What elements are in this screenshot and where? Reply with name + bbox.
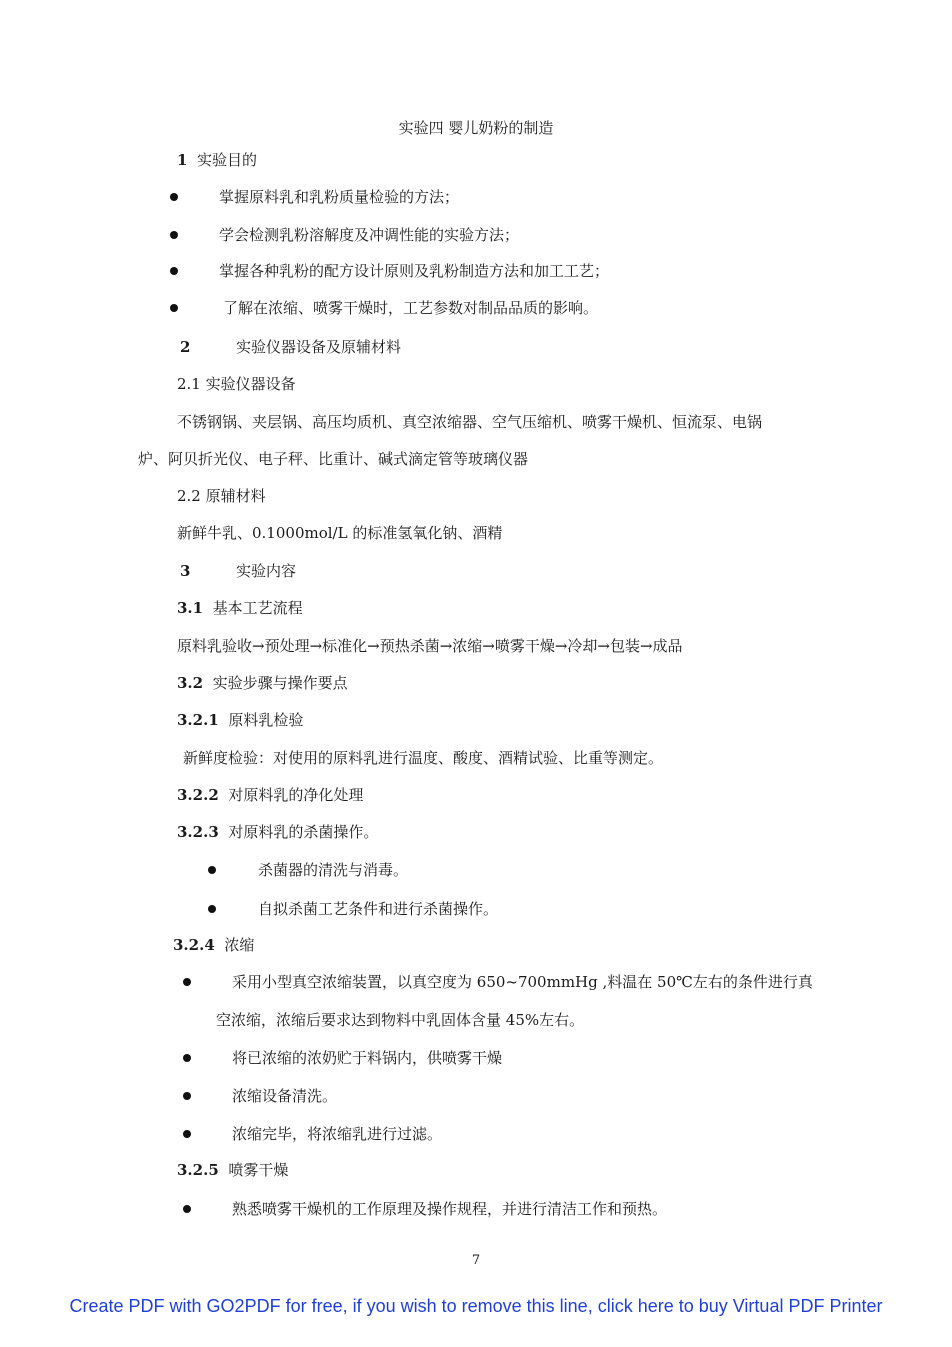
section-number: 3 [180, 562, 191, 580]
bullet-icon [208, 866, 216, 874]
section-title: 原料乳检验 [228, 711, 304, 729]
subsection-3-2-heading [177, 673, 348, 693]
page-number: 7 [471, 1253, 481, 1268]
section-2-heading [180, 337, 401, 357]
objective-item: 掌握原料乳和乳粉质量检验的方法； [219, 188, 460, 206]
bullet-icon [183, 1205, 191, 1213]
bullet-icon [170, 267, 178, 275]
section-number: 3.2.1 [177, 711, 219, 729]
section-number: 3.2.2 [177, 786, 219, 804]
section-title: 实验步骤与操作要点 [212, 674, 348, 692]
equipment-text: 不锈钢锅、夹层锅、高压均质机、真空浓缩器、空气压缩机、喷雾干燥机、恒流泵、电锅 [177, 413, 763, 431]
subsection-3-2-1-heading [177, 710, 303, 730]
section-title: 对原料乳的杀菌操作。 [228, 823, 379, 841]
bullet-icon [183, 1092, 191, 1100]
section-title: 浓缩 [224, 936, 255, 954]
objective-item: 学会检测乳粉溶解度及冲调性能的实验方法； [219, 226, 520, 244]
subsection-3-2-4-heading [173, 935, 254, 955]
sterilize-item: 杀菌器的清洗与消毒。 [258, 861, 409, 879]
bullet-icon [183, 1130, 191, 1138]
concentrate-item: 浓缩设备清洗。 [232, 1087, 338, 1105]
objective-item: 了解在浓缩、喷雾干燥时，工艺参数对制品品质的影响。 [223, 299, 599, 317]
concentrate-item: 浓缩完毕，将浓缩乳进行过滤。 [232, 1125, 443, 1143]
sterilize-item: 自拟杀菌工艺条件和进行杀菌操作。 [258, 900, 499, 918]
section-number: 3.2 [177, 674, 204, 692]
subsection-3-2-5-heading [177, 1160, 288, 1180]
subsection-3-1-heading [177, 598, 303, 618]
section-1-heading [177, 150, 257, 170]
section-number: 3.2.4 [173, 936, 215, 954]
objective-item: 掌握各种乳粉的配方设计原则及乳粉制造方法和加工工艺； [219, 262, 610, 280]
subsection-3-2-2-heading [177, 785, 363, 805]
section-title: 对原料乳的净化处理 [228, 786, 364, 804]
bullet-icon [183, 978, 191, 986]
section-number: 1 [177, 151, 188, 169]
freshness-text: 新鲜度检验：对使用的原料乳进行温度、酸度、酒精试验、比重等测定。 [183, 749, 664, 767]
subsection-2-2-heading: 2.2 原辅材料 [177, 487, 266, 505]
bullet-icon [208, 905, 216, 913]
subsection-2-1-heading: 2.1 实验仪器设备 [177, 375, 296, 393]
section-title: 基本工艺流程 [212, 599, 303, 617]
bullet-icon [170, 231, 178, 239]
section-number: 2 [180, 338, 191, 356]
concentrate-item: 将已浓缩的浓奶贮于料锅内，供喷雾干燥 [232, 1049, 503, 1067]
section-title: 实验仪器设备及原辅材料 [236, 338, 402, 356]
process-flow: 原料乳验收→预处理→标准化→预热杀菌→浓缩→喷雾干燥→冷却→包装→成品 [177, 637, 683, 655]
section-title: 实验目的 [196, 151, 257, 169]
equipment-text: 炉、阿贝折光仪、电子秤、比重计、碱式滴定管等玻璃仪器 [138, 450, 529, 468]
bullet-icon [183, 1054, 191, 1062]
section-number: 3.2.3 [177, 823, 219, 841]
bullet-icon [170, 304, 178, 312]
go2pdf-banner-link[interactable]: Create PDF with GO2PDF for free, if you wish to remove this line, click here to buy Virtual PDF Printer [69, 1296, 883, 1316]
spray-item: 熟悉喷雾干燥机的工作原理及操作规程，并进行清洁工作和预热。 [232, 1200, 668, 1218]
subsection-3-2-3-heading [177, 822, 378, 842]
concentrate-item: 采用小型真空浓缩装置，以真空度为 650~700mmHg ,料温在 50℃左右的条件进行真 [232, 973, 813, 991]
section-title: 喷雾干燥 [228, 1161, 289, 1179]
page-title: 实验四 婴儿奶粉的制造 [398, 119, 554, 137]
section-3-heading [180, 561, 296, 581]
bullet-icon [170, 193, 178, 201]
section-number: 3.1 [177, 599, 204, 617]
section-title: 实验内容 [236, 562, 297, 580]
concentrate-item-continued: 空浓缩，浓缩后要求达到物料中乳固体含量 45%左右。 [216, 1011, 585, 1029]
materials-text: 新鲜牛乳、0.1000mol/L 的标准氢氧化钠、酒精 [177, 524, 503, 542]
section-number: 3.2.5 [177, 1161, 219, 1179]
